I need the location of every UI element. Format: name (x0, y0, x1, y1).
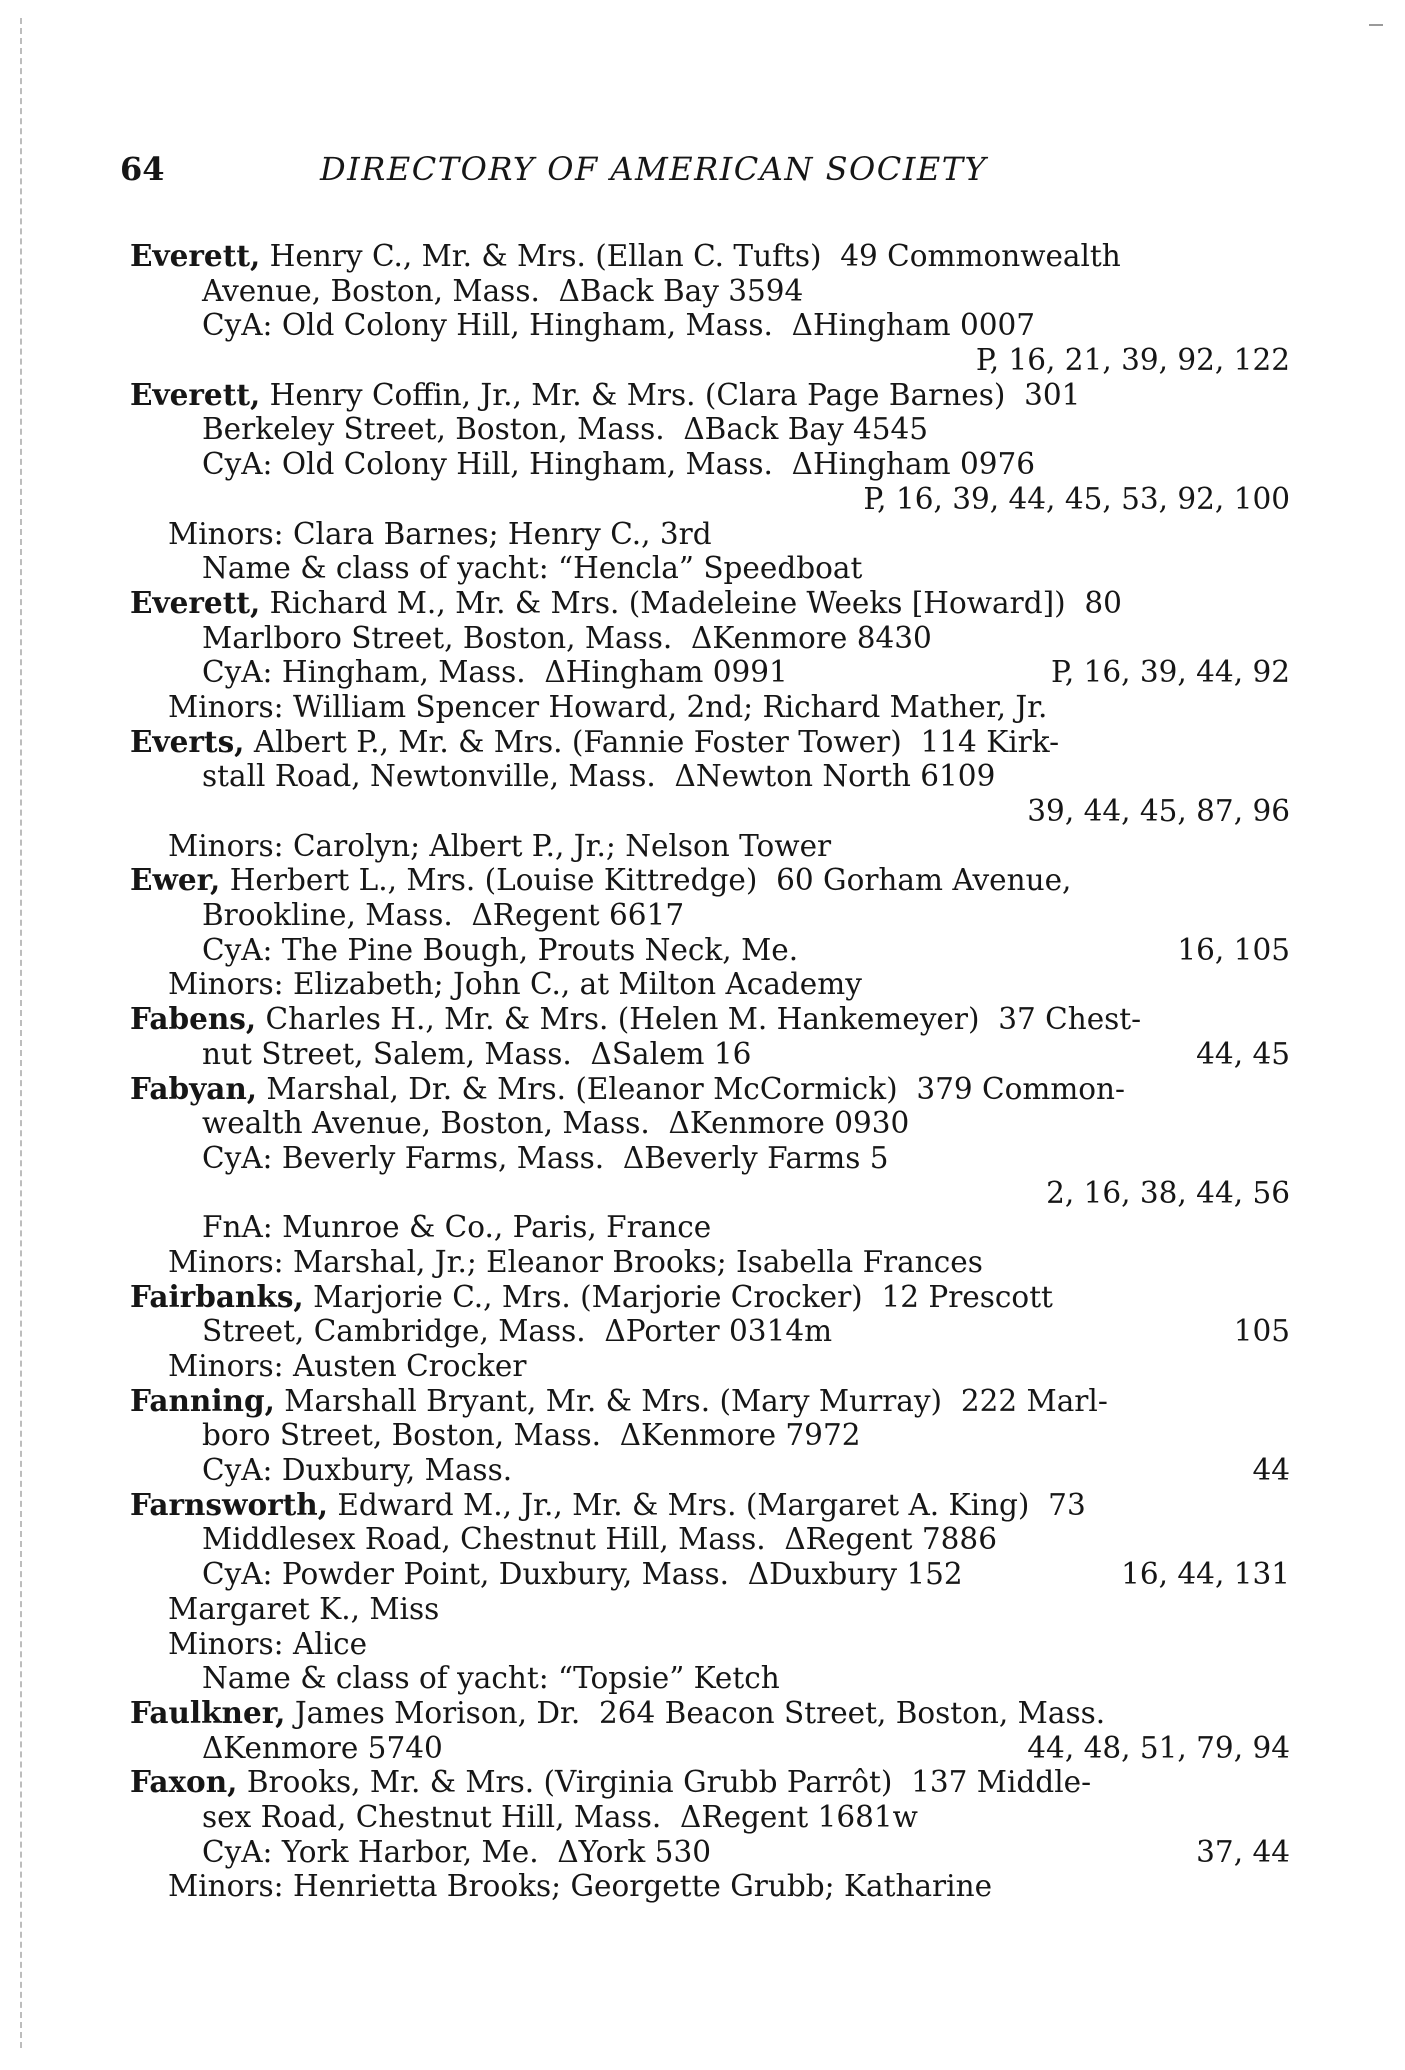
entry-text: Berkeley Street, Boston, Mass. ΔBack Bay 4545 (202, 412, 929, 447)
entry-line (130, 759, 1290, 794)
entry-line (130, 1522, 1290, 1557)
entry-text: CyA: The Pine Bough, Prouts Neck, Me. (202, 932, 799, 967)
entry-text: stall Road, Newtonville, Mass. ΔNewton North 6109 (202, 759, 996, 794)
entry-head-line (130, 1765, 1290, 1800)
entry-text: Richard M., Mr. & Mrs. (Madeleine Weeks [Howard]) 80 (260, 585, 1122, 620)
entry-line (130, 1245, 1290, 1280)
corner-mark (1369, 24, 1383, 26)
entry-head-line (130, 1384, 1290, 1419)
entry-surname: Everett, (130, 584, 261, 620)
entry-line (130, 343, 1290, 378)
entry-surname: Fabyan, (130, 1070, 258, 1106)
entry-line (130, 1106, 1290, 1141)
entry-surname: Everts, (130, 723, 245, 759)
club-codes: P, 16, 21, 39, 92, 122 (975, 343, 1290, 378)
entry-text: boro Street, Boston, Mass. ΔKenmore 7972 (202, 1418, 861, 1453)
binding-edge (20, 18, 22, 2048)
entry-text: Brookline, Mass. ΔRegent 6617 (202, 898, 685, 933)
entry-text: Minors: Clara Barnes; Henry C., 3rd (168, 516, 712, 551)
entry-surname: Fairbanks, (130, 1278, 304, 1314)
entry-line (130, 655, 1290, 690)
entry-text: Minors: William Spencer Howard, 2nd; Richard Mather, Jr. (168, 689, 1048, 724)
entry-surname: Fabens, (130, 1001, 257, 1037)
entry-line (130, 274, 1290, 309)
entry-line (130, 1314, 1290, 1349)
entry-text: CyA: Old Colony Hill, Hingham, Mass. ΔHingham 0976 (202, 447, 1036, 482)
entry-text: Name & class of yacht: “Hencla” Speedboat (202, 551, 863, 586)
entry-head-line (130, 863, 1290, 898)
club-codes: 44 (1252, 1453, 1290, 1488)
club-codes: 2, 16, 38, 44, 56 (1046, 1175, 1290, 1210)
entry-text: Brooks, Mr. & Mrs. (Virginia Grubb Parrôt) 137 Middle- (237, 1765, 1092, 1800)
entry-text: Marshal, Dr. & Mrs. (Eleanor McCormick) 379 Common- (257, 1071, 1126, 1106)
entry-line (130, 933, 1290, 968)
entry-text: Marjorie C., Mrs. (Marjorie Crocker) 12 Prescott (303, 1279, 1053, 1314)
club-codes: 39, 44, 45, 87, 96 (1027, 794, 1290, 828)
entry-line (130, 412, 1290, 447)
entry-text: Avenue, Boston, Mass. ΔBack Bay 3594 (202, 273, 804, 308)
entry-line (130, 1661, 1290, 1696)
entry-line (130, 1592, 1290, 1627)
entry-text: CyA: Hingham, Mass. ΔHingham 0991 (202, 655, 788, 690)
entry-text: Middlesex Road, Chestnut Hill, Mass. ΔRegent 7886 (202, 1522, 997, 1557)
entry-line (130, 898, 1290, 933)
entry-text: James Morison, Dr. 264 Beacon Street, Boston, Mass. (285, 1695, 1106, 1730)
entry-text: Name & class of yacht: “Topsie” Ketch (202, 1661, 780, 1696)
entry-text: Edward M., Jr., Mr. & Mrs. (Margaret A. King) 73 (328, 1487, 1086, 1522)
entry-text: CyA: Beverly Farms, Mass. ΔBeverly Farms 5 (202, 1140, 889, 1175)
entry-text: Minors: Carolyn; Albert P., Jr.; Nelson Tower (168, 828, 832, 863)
entry-surname: Faulkner, (130, 1694, 286, 1730)
entry-text: Minors: Marshal, Jr.; Eleanor Brooks; Isabella Frances (168, 1244, 983, 1279)
entry-line (130, 1176, 1290, 1211)
entry-line (130, 1869, 1290, 1904)
entry-text: CyA: Old Colony Hill, Hingham, Mass. ΔHingham 0007 (202, 308, 1036, 343)
entry-surname: Fanning, (130, 1382, 275, 1418)
entry-surname: Faxon, (130, 1764, 238, 1800)
entry-text: CyA: York Harbor, Me. ΔYork 530 (202, 1834, 711, 1869)
running-title: DIRECTORY OF AMERICAN SOCIETY (320, 150, 988, 188)
entry-surname: Farnsworth, (130, 1486, 329, 1522)
entry-text: Marlboro Street, Boston, Mass. ΔKenmore 8430 (202, 620, 932, 655)
entry-line (130, 1418, 1290, 1453)
club-codes: 37, 44 (1196, 1834, 1290, 1869)
club-codes: 44, 45 (1196, 1036, 1290, 1071)
entry-head-line (130, 725, 1290, 760)
entry-text: Minors: Henrietta Brooks; Georgette Grubb; Katharine (168, 1869, 993, 1904)
entry-line (130, 1141, 1290, 1176)
entry-line (130, 1037, 1290, 1072)
club-codes: P, 16, 39, 44, 92 (1050, 655, 1290, 690)
entry-text: sex Road, Chestnut Hill, Mass. ΔRegent 1681w (202, 1799, 918, 1834)
entry-text: Albert P., Mr. & Mrs. (Fannie Foster Tower) 114 Kirk- (244, 724, 1060, 759)
entry-text: Margaret K., Miss (168, 1591, 440, 1626)
entry-head-line (130, 586, 1290, 621)
entry-line (130, 308, 1290, 343)
entry-text: Charles H., Mr. & Mrs. (Helen M. Hankemeyer) 37 Chest- (256, 1002, 1142, 1037)
entry-head-line (130, 1696, 1290, 1731)
club-codes: 16, 105 (1177, 932, 1290, 967)
entry-text: Henry Coffin, Jr., Mr. & Mrs. (Clara Page Barnes) 301 (260, 377, 1081, 412)
entry-head-line (130, 378, 1290, 413)
entry-line (130, 794, 1290, 829)
entry-line (130, 1453, 1290, 1488)
entry-head-line (130, 239, 1290, 274)
entry-line (130, 517, 1290, 552)
entry-text: Minors: Alice (168, 1626, 368, 1661)
page-number: 64 (120, 150, 165, 188)
entry-line (130, 1210, 1290, 1245)
entry-text: nut Street, Salem, Mass. ΔSalem 16 (202, 1036, 752, 1071)
entry-surname: Everett, (130, 238, 261, 273)
entry-line (130, 551, 1290, 586)
entry-text: Street, Cambridge, Mass. ΔPorter 0314m (202, 1314, 833, 1349)
entry-line (130, 1800, 1290, 1835)
entry-text: wealth Avenue, Boston, Mass. ΔKenmore 0930 (202, 1106, 910, 1141)
entry-head-line (130, 1072, 1290, 1107)
club-codes: 105 (1233, 1314, 1290, 1349)
entry-line (130, 829, 1290, 864)
entry-line (130, 1835, 1290, 1870)
entry-text: CyA: Duxbury, Mass. (202, 1453, 513, 1488)
entry-line (130, 1731, 1290, 1766)
entry-line (130, 1557, 1290, 1592)
entry-head-line (130, 1280, 1290, 1315)
entry-head-line (130, 1002, 1290, 1037)
entry-line (130, 482, 1290, 517)
page-header (120, 150, 1270, 194)
club-codes: 16, 44, 131 (1121, 1557, 1290, 1592)
entry-surname: Everett, (130, 376, 261, 412)
club-codes: P, 16, 39, 44, 45, 53, 92, 100 (863, 481, 1290, 516)
entry-text: Minors: Austen Crocker (168, 1349, 527, 1383)
entry-text: Herbert L., Mrs. (Louise Kittredge) 60 Gorham Avenue, (220, 863, 1072, 898)
entry-text: ΔKenmore 5740 (202, 1730, 443, 1765)
entry-text: Henry C., Mr. & Mrs. (Ellan C. Tufts) 49 Commonwealth (260, 239, 1121, 273)
entry-text: CyA: Powder Point, Duxbury, Mass. ΔDuxbury 152 (202, 1557, 963, 1592)
entry-surname: Ewer, (130, 862, 221, 898)
entry-line (130, 690, 1290, 725)
entry-line (130, 1349, 1290, 1384)
entry-text: FnA: Munroe & Co., Paris, France (202, 1210, 712, 1245)
club-codes: 44, 48, 51, 79, 94 (1027, 1730, 1290, 1765)
entry-line (130, 1627, 1290, 1662)
entry-text: Marshall Bryant, Mr. & Mrs. (Mary Murray) 222 Marl- (274, 1383, 1108, 1418)
entry-line (130, 447, 1290, 482)
entry-line (130, 621, 1290, 656)
entry-text: Minors: Elizabeth; John C., at Milton Academy (168, 967, 862, 1002)
directory-entries (130, 239, 1290, 1904)
entry-line (130, 967, 1290, 1002)
entry-head-line (130, 1488, 1290, 1523)
